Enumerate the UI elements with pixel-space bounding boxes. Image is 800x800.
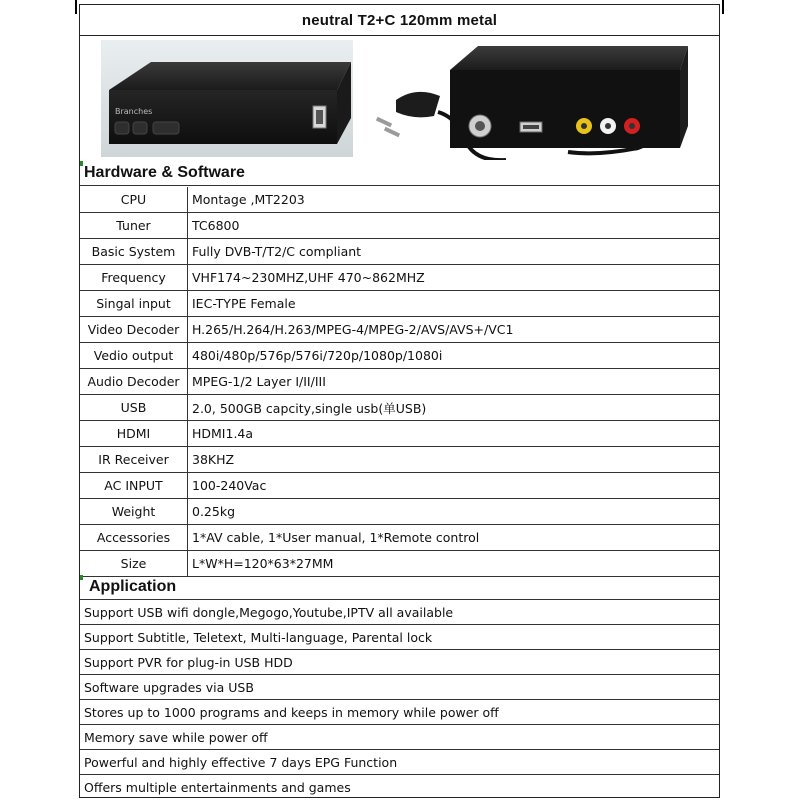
spec-label: Singal input	[80, 291, 188, 317]
sheet-title: neutral T2+C 120mm metal	[80, 5, 719, 36]
rear-view-image	[368, 40, 708, 160]
spec-row	[80, 213, 719, 239]
corner-marker	[80, 575, 83, 580]
spec-label: Frequency	[80, 265, 188, 291]
spec-row	[80, 551, 719, 577]
application-heading-text: Application	[89, 578, 177, 595]
spec-label: Audio Decoder	[80, 369, 188, 395]
spec-label: Accessories	[80, 525, 188, 551]
spec-value: IEC-TYPE Female	[188, 291, 720, 317]
hardware-heading-text: Hardware & Software	[84, 164, 245, 181]
spec-row	[80, 499, 719, 525]
spec-row	[80, 317, 719, 343]
spec-value: 38KHZ	[188, 447, 720, 473]
spec-value: 480i/480p/576p/576i/720p/1080p/1080i	[188, 343, 720, 369]
spec-value: L*W*H=120*63*27MM	[188, 551, 720, 577]
spec-row	[80, 525, 719, 551]
application-item: Support Subtitle, Teletext, Multi-language, Parental lock	[80, 625, 719, 650]
application-item: Support PVR for plug-in USB HDD	[80, 650, 719, 675]
spec-label: Size	[80, 551, 188, 577]
application-item: Powerful and highly effective 7 days EPG Function	[80, 750, 719, 775]
application-item: Software upgrades via USB	[80, 675, 719, 700]
spec-row	[80, 369, 719, 395]
spec-label: USB	[80, 395, 188, 421]
spec-value: TC6800	[188, 213, 720, 239]
spec-label: AC INPUT	[80, 473, 188, 499]
spec-value: H.265/H.264/H.263/MPEG-4/MPEG-2/AVS/AVS+/VC1	[188, 317, 720, 343]
product-photos	[80, 36, 719, 161]
application-heading	[80, 575, 719, 600]
spec-label: Vedio output	[80, 343, 188, 369]
spec-label: CPU	[80, 187, 188, 213]
spec-value: 0.25kg	[188, 499, 720, 525]
spec-value: Fully DVB-T/T2/C compliant	[188, 239, 720, 265]
spec-row	[80, 421, 719, 447]
spec-row	[80, 239, 719, 265]
spec-label: HDMI	[80, 421, 188, 447]
front-view-image	[101, 40, 353, 157]
spec-value: HDMI1.4a	[188, 421, 720, 447]
spec-row	[80, 447, 719, 473]
spec-label: IR Receiver	[80, 447, 188, 473]
spec-row	[80, 291, 719, 317]
spec-label: Weight	[80, 499, 188, 525]
left-edge-line	[75, 0, 77, 14]
hardware-heading	[80, 161, 719, 186]
right-edge-line	[722, 0, 724, 14]
spec-label: Video Decoder	[80, 317, 188, 343]
spec-table	[80, 187, 719, 577]
spec-label: Basic System	[80, 239, 188, 265]
spec-value: Montage ,MT2203	[188, 187, 720, 213]
application-list	[80, 600, 719, 800]
spec-row	[80, 265, 719, 291]
spec-sheet	[79, 4, 720, 798]
application-item: Offers multiple entertainments and games	[84, 780, 351, 795]
spec-value: 100-240Vac	[188, 473, 720, 499]
application-item: Stores up to 1000 programs and keeps in memory while power off	[80, 700, 719, 725]
spec-row	[80, 473, 719, 499]
spec-row	[80, 395, 719, 421]
spec-label: Tuner	[80, 213, 188, 239]
spec-value: MPEG-1/2 Layer I/II/III	[188, 369, 720, 395]
spec-value: VHF174~230MHZ,UHF 470~862MHZ	[188, 265, 720, 291]
brand-label: Branches	[115, 107, 153, 116]
spec-value: 2.0, 500GB capcity,single usb(单USB)	[188, 395, 720, 421]
application-item: Memory save while power off	[80, 725, 719, 750]
application-item: Support USB wifi dongle,Megogo,Youtube,IPTV all available	[80, 600, 719, 625]
spec-row	[80, 187, 719, 213]
spec-row	[80, 343, 719, 369]
spec-value: 1*AV cable, 1*User manual, 1*Remote control	[188, 525, 720, 551]
corner-marker	[80, 161, 83, 166]
